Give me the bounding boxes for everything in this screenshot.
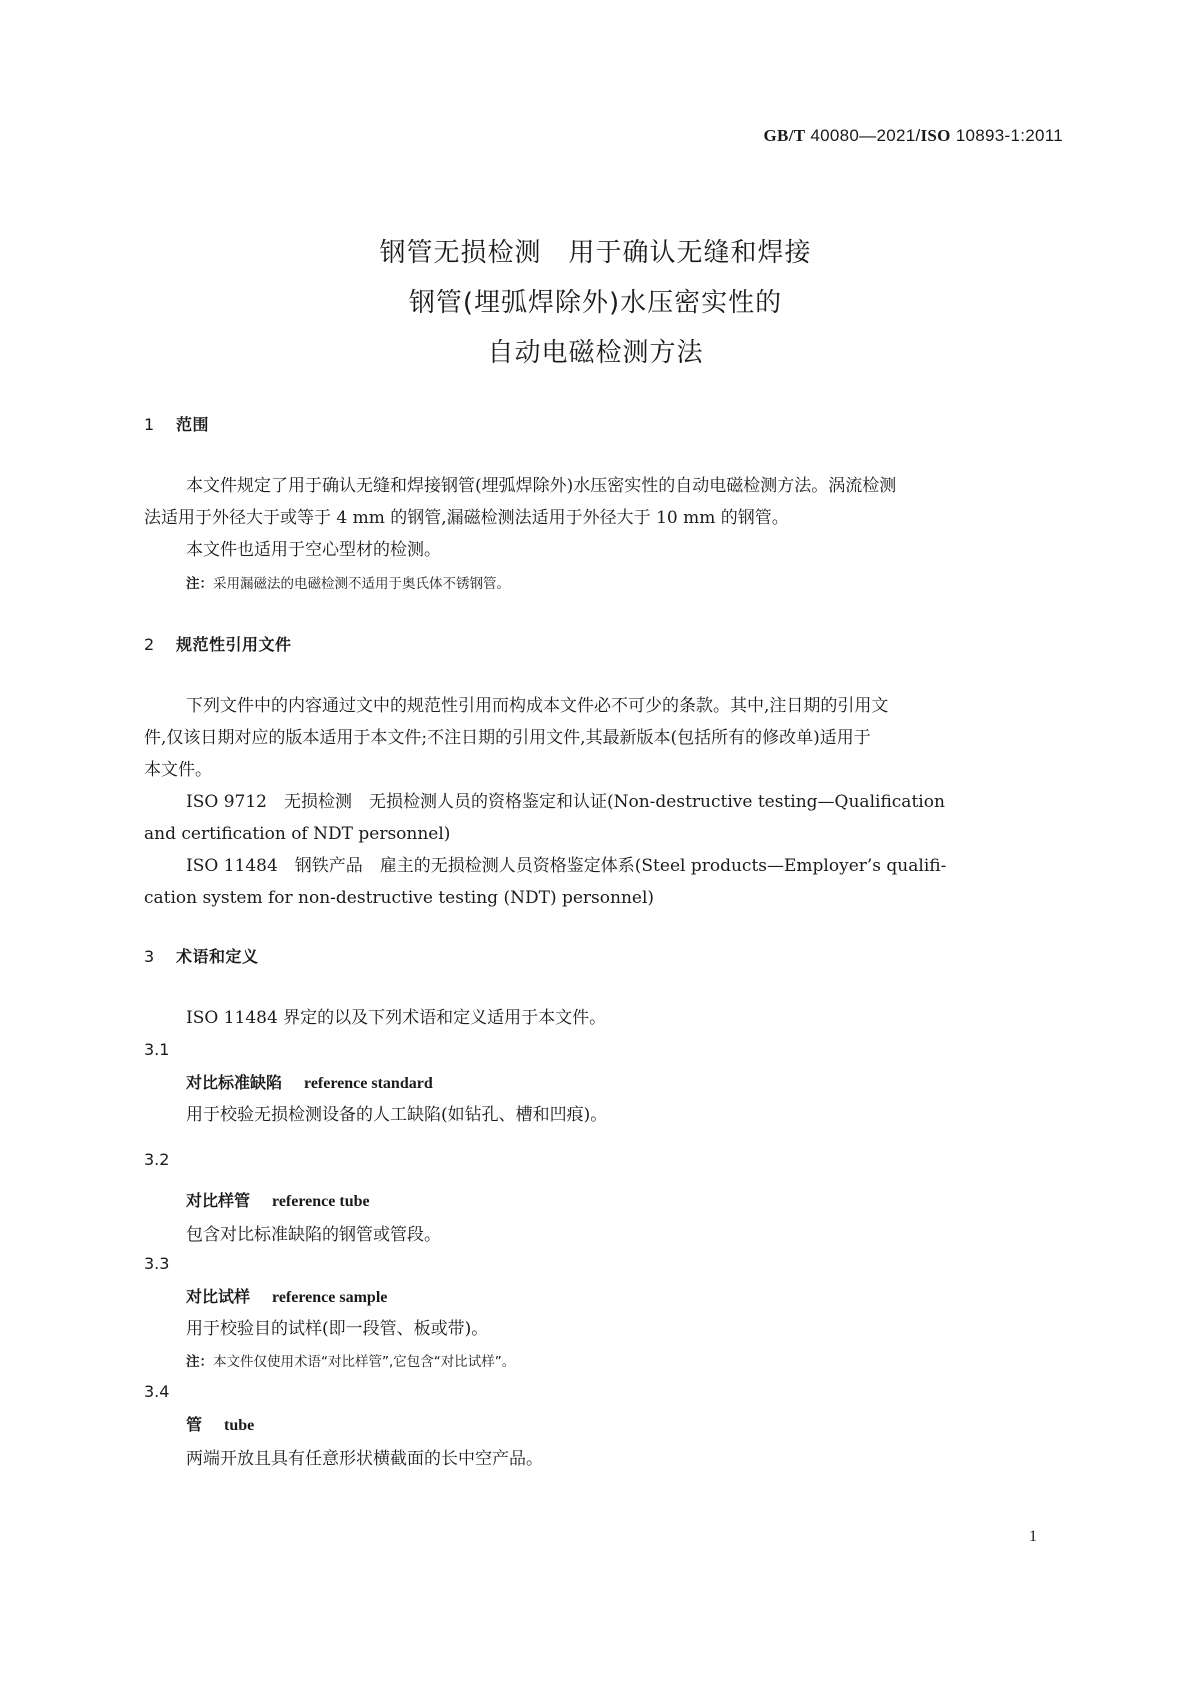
iso-prefix: ISO	[920, 126, 951, 145]
section-3-title: 术语和定义	[176, 947, 259, 966]
note-label: 注：	[186, 576, 213, 592]
section-2-number: 2	[144, 635, 155, 654]
section-1-paragraph-1	[144, 470, 1066, 534]
ref-2-line-2: cation system for non-destructive testing (NDT) personnel)	[144, 888, 655, 908]
section-3-number: 3	[144, 947, 155, 966]
page-number: 1	[1029, 1528, 1037, 1545]
section-1-note	[186, 572, 510, 592]
term-3-2-en: reference tube	[272, 1193, 370, 1210]
section-1-heading	[144, 412, 209, 435]
section-3-heading	[144, 944, 259, 967]
normative-reference-iso-11484	[144, 850, 1066, 914]
section-3-intro	[144, 1002, 1066, 1034]
term-3-4-zh: 管	[186, 1415, 203, 1434]
term-3-2-number: 3.2	[144, 1150, 170, 1169]
term-3-3-definition: 用于校验目的试样(即一段管、板或带)。	[186, 1319, 489, 1339]
section-1-para-1-line-1: 本文件规定了用于确认无缝和焊接钢管(埋弧焊除外)水压密实性的自动电磁检测方法。涡流检测	[186, 476, 897, 496]
term-3-1-number: 3.1	[144, 1040, 170, 1059]
term-3-2-definition: 包含对比标准缺陷的钢管或管段。	[186, 1225, 441, 1245]
section-2-heading	[144, 632, 292, 655]
term-3-3-note-label: 注：	[186, 1354, 213, 1370]
normative-reference-iso-9712	[144, 786, 1066, 850]
term-3-2-zh: 对比样管	[186, 1191, 251, 1210]
term-3-3-en: reference sample	[272, 1289, 388, 1306]
note-text: 采用漏磁法的电磁检测不适用于奥氏体不锈钢管。	[213, 576, 510, 592]
section-2-para-1-line-1: 下列文件中的内容通过文中的规范性引用而构成本文件必不可少的条款。其中,注日期的引用文	[186, 696, 889, 716]
term-3-1-en: reference standard	[304, 1075, 433, 1092]
term-3-1-definition: 用于校验无损检测设备的人工缺陷(如钻孔、槽和凹痕)。	[186, 1105, 608, 1125]
term-3-4-definition: 两端开放且具有任意形状横截面的长中空产品。	[186, 1449, 543, 1469]
section-3-intro-line: ISO 11484 界定的以及下列术语和定义适用于本文件。	[186, 1008, 607, 1028]
section-1-number: 1	[144, 415, 155, 434]
section-2-title: 规范性引用文件	[176, 635, 292, 654]
ref-1-line-1: ISO 9712 无损检测 无损检测人员的资格鉴定和认证(Non-destructive testing—Qualification	[186, 792, 945, 812]
title-line-1: 钢管无损检测 用于确认无缝和焊接	[379, 238, 812, 268]
title-line-3: 自动电磁检测方法	[487, 338, 704, 368]
term-3-2	[186, 1188, 370, 1211]
term-3-1	[186, 1070, 433, 1093]
section-1-title: 范围	[176, 415, 210, 434]
term-3-3-zh: 对比试样	[186, 1287, 251, 1306]
section-2-para-1-line-2: 件,仅该日期对应的版本适用于本文件;不注日期的引用文件,其最新版本(包括所有的修改单)适用于	[144, 728, 871, 748]
section-1-paragraph-2	[144, 534, 1066, 566]
term-3-3	[186, 1284, 387, 1307]
term-3-4-number: 3.4	[144, 1382, 170, 1401]
section-2-paragraph-1	[144, 690, 1066, 786]
standard-code-header	[764, 126, 1063, 146]
title-line-2: 钢管(埋弧焊除外)水压密实性的	[408, 288, 783, 318]
term-3-1-zh: 对比标准缺陷	[186, 1073, 283, 1092]
standard-number: 40080—2021/	[805, 126, 921, 145]
ref-2-line-1: ISO 11484 钢铁产品 雇主的无损检测人员资格鉴定体系(Steel products—Employer’s qualifi-	[186, 856, 947, 876]
term-3-3-note-text: 本文件仅使用术语“对比样管”,它包含“对比试样”。	[213, 1354, 516, 1370]
term-3-3-note	[186, 1350, 515, 1370]
term-3-3-number: 3.3	[144, 1254, 170, 1273]
section-1-para-2-line: 本文件也适用于空心型材的检测。	[186, 540, 441, 560]
ref-1-line-2: and certification of NDT personnel)	[144, 824, 451, 844]
term-3-4-en: tube	[224, 1417, 255, 1434]
term-3-4	[186, 1412, 254, 1435]
iso-number: 10893-1:2011	[950, 126, 1063, 145]
section-2-para-1-line-3: 本文件。	[144, 760, 212, 780]
standard-prefix: GB/T	[763, 126, 806, 145]
section-1-para-1-line-2: 法适用于外径大于或等于 4 mm 的钢管,漏磁检测法适用于外径大于 10 mm 的钢管。	[144, 508, 789, 528]
document-title	[0, 228, 1191, 378]
